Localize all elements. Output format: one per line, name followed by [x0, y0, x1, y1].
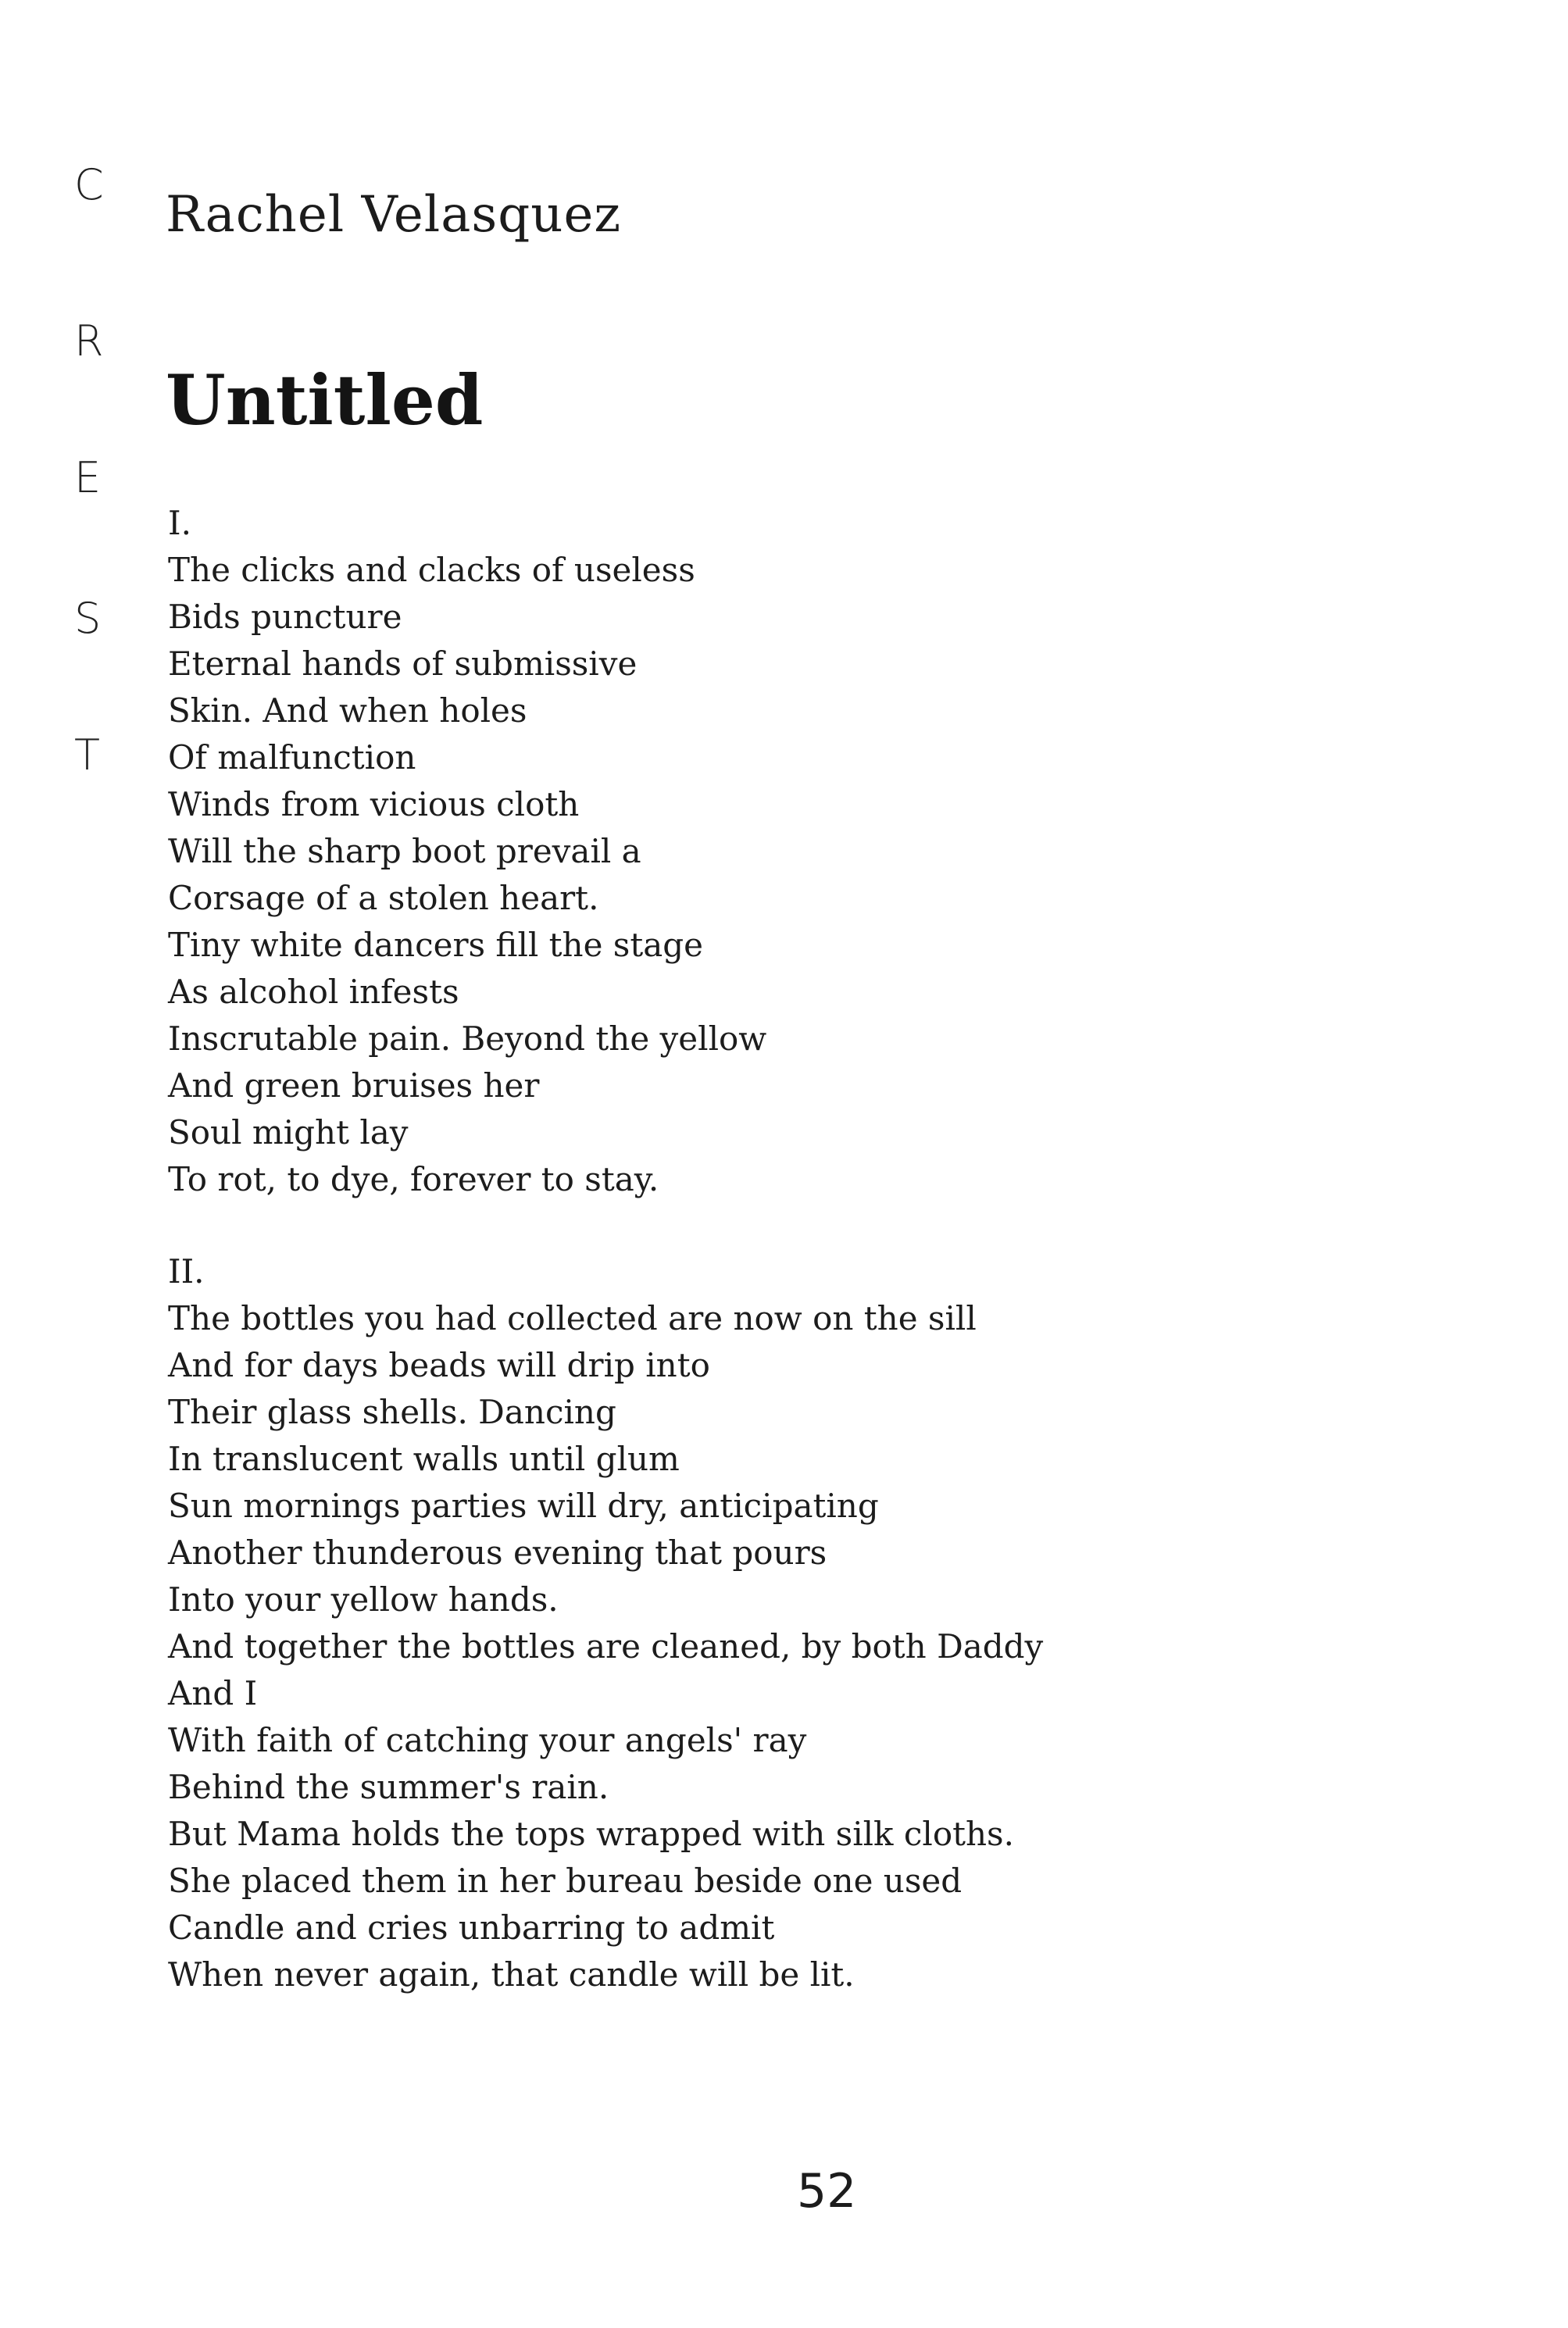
poem-line: The clicks and clacks of useless	[168, 551, 695, 589]
crest-letter: S	[74, 594, 102, 643]
poem-line: When never again, that candle will be lit.	[168, 1955, 855, 1994]
poem-line: And green bruises her	[168, 1066, 540, 1105]
poem-line: Candle and cries unbarring to admit	[168, 1908, 775, 1947]
poem-title: Untitled	[166, 359, 484, 441]
poem-line: Winds from vicious cloth	[168, 785, 580, 823]
poem-line: Behind the summer's rain.	[168, 1768, 609, 1806]
poem-line: Soul might lay	[168, 1113, 409, 1152]
poem-line: Their glass shells. Dancing	[168, 1393, 616, 1431]
author-name: Rachel Velasquez	[166, 186, 622, 244]
crest-letter: T	[74, 730, 100, 780]
poem-line: The bottles you had collected are now on the sill	[168, 1299, 977, 1337]
poem-line: Tiny white dancers fill the stage	[168, 926, 704, 964]
stanza-numeral: II.	[168, 1252, 205, 1291]
poem-line: Eternal hands of submissive	[168, 644, 638, 683]
poem-line: Will the sharp boot prevail a	[168, 832, 641, 870]
crest-letter: E	[74, 453, 102, 502]
poem-line: Sun mornings parties will dry, anticipating	[168, 1487, 879, 1525]
poem-line: Another thunderous evening that pours	[168, 1534, 827, 1572]
poem-line: And together the bottles are cleaned, by both Daddy	[168, 1627, 1044, 1666]
poem-line: Of malfunction	[168, 738, 416, 777]
poem-line: Inscrutable pain. Beyond the yellow	[168, 1019, 767, 1058]
poem-line: She placed them in her bureau beside one used	[168, 1862, 963, 1900]
stanza-numeral: I.	[168, 504, 191, 542]
poem-line: As alcohol infests	[168, 973, 459, 1011]
poem-line: And I	[168, 1674, 258, 1712]
poem-line: With faith of catching your angels' ray	[168, 1721, 807, 1759]
poem-line: Skin. And when holes	[168, 691, 527, 730]
poem-line: Corsage of a stolen heart.	[168, 879, 599, 917]
crest-letter: R	[74, 316, 104, 366]
poem-line: Bids puncture	[168, 598, 402, 636]
poem-line: But Mama holds the tops wrapped with silk cloths.	[168, 1815, 1014, 1853]
poem-line: To rot, to dye, forever to stay.	[168, 1160, 659, 1198]
stanza-one	[168, 500, 766, 1203]
stanza-two	[168, 1248, 1043, 1998]
poem-line: In translucent walls until glum	[168, 1440, 680, 1478]
poem-line: And for days beads will drip into	[168, 1346, 710, 1384]
poem-line: Into your yellow hands.	[168, 1580, 559, 1619]
crest-letter: C	[74, 160, 104, 209]
page-number: 52	[797, 2164, 857, 2219]
